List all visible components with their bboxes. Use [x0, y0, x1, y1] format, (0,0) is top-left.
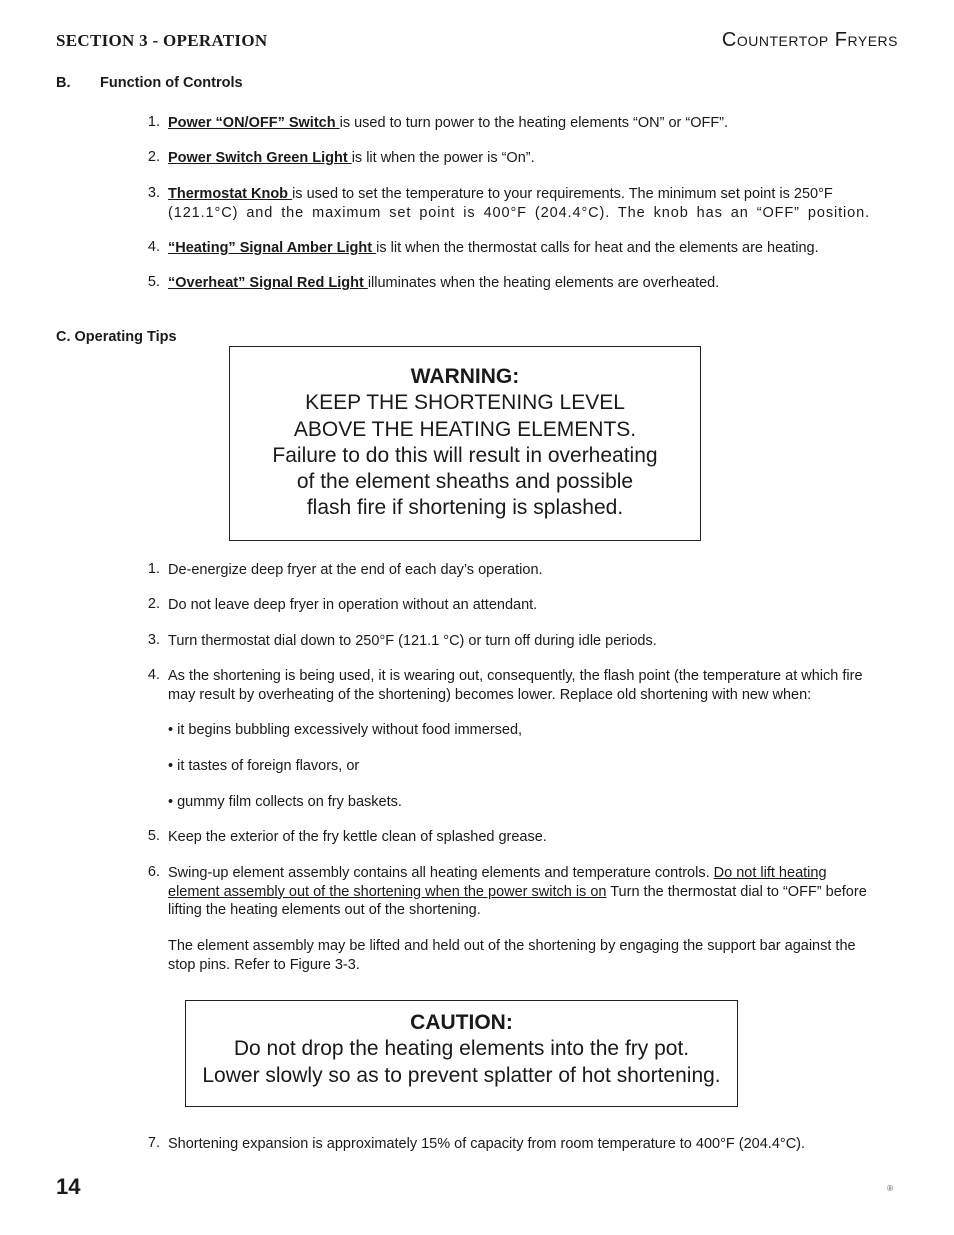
section-b-heading: Function of Controls: [100, 75, 243, 91]
control-term: Thermostat Knob: [168, 186, 293, 202]
caution-line: Lower slowly so as to prevent splatter of hot shortening.: [202, 1063, 721, 1087]
warning-line: KEEP THE SHORTENING LEVEL: [305, 391, 625, 415]
section-title: SECTION 3 - OPERATION: [56, 31, 268, 50]
tip-warning-underlined: Do not lift heating element assembly out of the shortening when the power switch is on: [168, 865, 827, 900]
bullet-item: • it begins bubbling excessively without food immersed,: [168, 722, 523, 738]
tip-text: [168, 864, 870, 920]
tip-text: Do not leave deep fryer in operation without an attendant.: [168, 597, 538, 613]
control-item-number: 2.: [147, 149, 160, 165]
caution-line: Do not drop the heating elements into the fry pot.: [233, 1037, 690, 1061]
tip-number: 6.: [147, 864, 160, 880]
control-item: [168, 114, 870, 133]
control-description: is used to set the temperature to your requirements. The minimum set point is 250°F: [292, 186, 833, 202]
bullet-item: • gummy film collects on fry baskets.: [168, 794, 402, 810]
tip-text-part: Swing-up element assembly contains all heating elements and temperature controls.: [168, 865, 714, 881]
registered-mark: ®: [887, 1184, 893, 1193]
tip-text: Shortening expansion is approximately 15% of capacity from room temperature to 400°F (204.4°C).: [168, 1136, 806, 1152]
tip-text-part: Turn the thermostat dial to “OFF” before lifting the heating elements out of the shortening.: [168, 883, 867, 918]
section-b-letter: B.: [56, 75, 71, 91]
control-item-number: 5.: [147, 274, 160, 290]
tip-text: De-energize deep fryer at the end of each day’s operation.: [168, 562, 543, 578]
control-term: Power “ON/OFF” Switch: [168, 115, 340, 131]
warning-title: WARNING:: [410, 365, 520, 388]
tip-number: 7.: [147, 1135, 160, 1151]
section-c-heading: C. Operating Tips: [56, 329, 177, 345]
control-description: is used to turn power to the heating elements “ON” or “OFF”.: [339, 115, 729, 131]
tip-number: 3.: [147, 632, 160, 648]
control-description: illuminates when the heating elements are overheated.: [367, 275, 720, 291]
tip-text: As the shortening is being used, it is wearing out, consequently, the flash point (the temperature at which fire may result by overheating of the shortening) becomes lower. Replace old shortening with new when:: [168, 668, 863, 703]
caution-title: CAUTION:: [410, 1011, 513, 1034]
tip-number: 2.: [147, 596, 160, 612]
warning-line: of the element sheaths and possible: [296, 470, 634, 494]
tip-number: 5.: [147, 828, 160, 844]
warning-box: [229, 346, 701, 541]
control-item: [168, 274, 870, 293]
tip-text: Keep the exterior of the fry kettle clean of splashed grease.: [168, 829, 547, 845]
tip-number: 1.: [147, 561, 160, 577]
control-term: Power Switch Green Light: [168, 150, 352, 166]
control-term: “Heating” Signal Amber Light: [168, 240, 377, 256]
tip-number: 4.: [147, 667, 160, 683]
tip-paragraph: The element assembly may be lifted and held out of the shortening by engaging the support bar against the stop pins. Refer to Figure 3-3.: [168, 938, 856, 973]
control-description: is lit when the thermostat calls for heat and the elements are heating.: [376, 240, 819, 256]
control-item: [168, 149, 870, 168]
control-term: “Overheat” Signal Red Light: [168, 275, 368, 291]
control-item: [168, 185, 870, 222]
control-item-number: 3.: [147, 185, 160, 201]
control-description-continued: (121.1°C) and the maximum set point is 400°F (204.4°C). The knob has an “OFF” position.: [168, 204, 870, 221]
control-description: is lit when the power is “On”.: [351, 150, 535, 166]
warning-line: flash fire if shortening is splashed.: [306, 496, 624, 520]
page-number: 14: [56, 1174, 81, 1199]
control-item: [168, 239, 870, 258]
caution-box: [185, 1000, 738, 1107]
document-title: Countertop Fryers: [721, 29, 898, 51]
control-item-number: 1.: [147, 114, 160, 130]
warning-line: Failure to do this will result in overheating: [272, 443, 658, 467]
tip-text: Turn thermostat dial down to 250°F (121.1 °C) or turn off during idle periods.: [168, 633, 657, 649]
bullet-item: • it tastes of foreign flavors, or: [168, 758, 360, 774]
warning-line: ABOVE THE HEATING ELEMENTS.: [293, 417, 637, 441]
control-item-number: 4.: [147, 239, 160, 255]
